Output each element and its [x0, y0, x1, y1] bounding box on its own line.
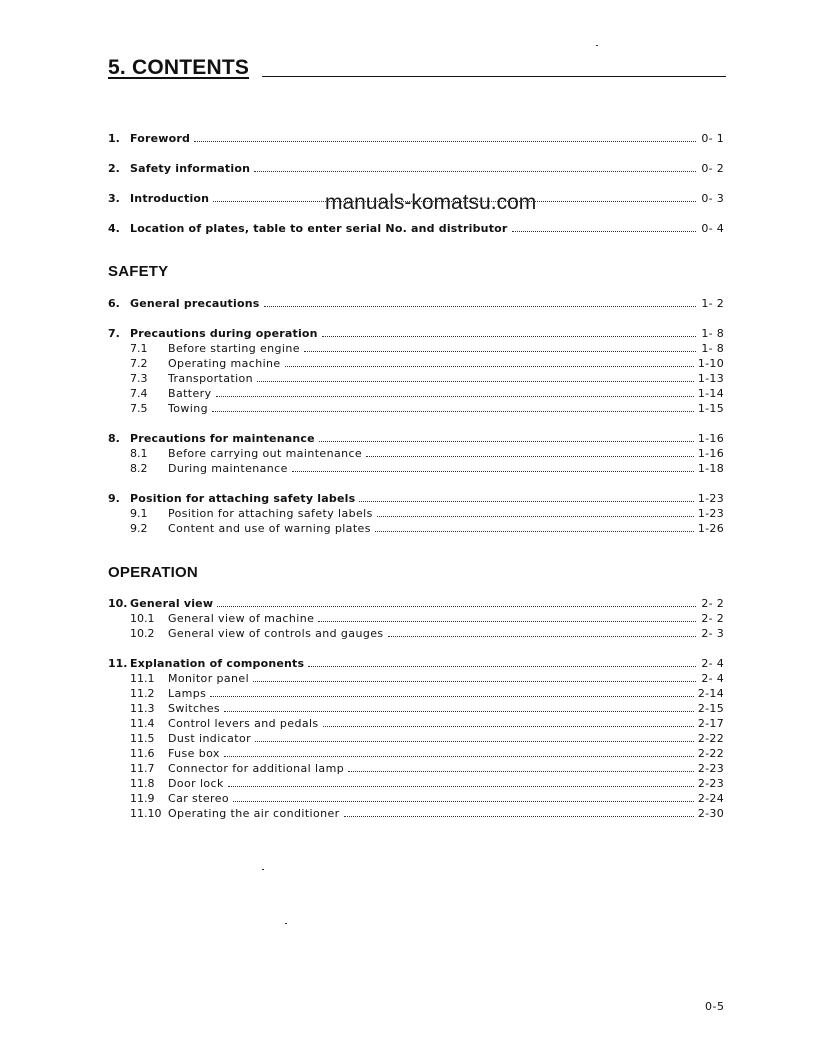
- toc-entry-label: Transportation: [168, 372, 254, 385]
- toc-subentry[interactable]: [108, 356, 724, 371]
- dot-leader: [292, 470, 694, 472]
- toc-subentry[interactable]: [108, 686, 724, 701]
- scan-speck: [262, 869, 264, 870]
- toc-subentry[interactable]: [108, 521, 724, 536]
- dot-leader: [318, 620, 696, 622]
- dot-leader: [322, 335, 696, 337]
- dot-leader: [512, 230, 696, 232]
- toc-entry-page: 1-10: [697, 357, 724, 370]
- toc-entry-number: 11.7: [130, 762, 155, 775]
- toc-entry-page: 1-23: [697, 492, 724, 505]
- dot-leader: [285, 365, 694, 367]
- toc-entry-label: Operating machine: [168, 357, 281, 370]
- toc-entry-page: 2- 3: [701, 627, 724, 640]
- toc-entry-label: Door lock: [168, 777, 224, 790]
- title-rule: [262, 76, 726, 77]
- toc-entry-page: 0- 4: [701, 222, 724, 235]
- dot-leader: [264, 305, 696, 307]
- toc-entry-number: 11.2: [130, 687, 155, 700]
- toc-entry-number: 10.1: [130, 612, 155, 625]
- toc-subentry[interactable]: [108, 671, 724, 686]
- toc-entry-page: 1-16: [697, 432, 724, 445]
- toc-entry-label: General view of controls and gauges: [168, 627, 384, 640]
- toc-entry-label: Control levers and pedals: [168, 717, 319, 730]
- toc-entry-number: 11.6: [130, 747, 155, 760]
- toc-subentry[interactable]: [108, 461, 724, 476]
- toc-entry-number: 4.: [108, 222, 120, 235]
- dot-leader: [233, 800, 694, 802]
- toc-entry-number: 1.: [108, 132, 120, 145]
- toc-entry-number: 7.: [108, 327, 120, 340]
- toc-entry-label: Towing: [168, 402, 208, 415]
- toc-entry-number: 11.5: [130, 732, 155, 745]
- toc-entry-label: Connector for additional lamp: [168, 762, 345, 775]
- watermark: manuals-komatsu.com: [325, 191, 537, 214]
- toc-entry-number: 3.: [108, 192, 120, 205]
- toc-entry-page: 2- 4: [701, 672, 724, 685]
- toc-entry-page: 1-15: [697, 402, 724, 415]
- dot-leader: [323, 725, 694, 727]
- toc-entry-label: Before starting engine: [168, 342, 300, 355]
- toc-entry-label: Location of plates, table to enter serial No. and distributor: [130, 222, 508, 235]
- toc-entry-label: General precautions: [130, 297, 260, 310]
- toc-entry-safety-information[interactable]: [108, 161, 724, 176]
- section-heading-safety: SAFETY: [108, 263, 169, 280]
- toc-subentry[interactable]: [108, 386, 724, 401]
- dot-leader: [257, 380, 694, 382]
- toc-entry-label: Position for attaching safety labels: [130, 492, 356, 505]
- toc-entry-page: 2-17: [697, 717, 724, 730]
- toc-subentry[interactable]: [108, 716, 724, 731]
- toc-entry-number: 10.: [108, 597, 128, 610]
- dot-leader: [359, 500, 694, 502]
- toc-entry-page: 2- 2: [701, 597, 724, 610]
- toc-entry-number: 7.5: [130, 402, 148, 415]
- toc-subentry[interactable]: [108, 791, 724, 806]
- toc-entry-page: 2-24: [697, 792, 724, 805]
- toc-entry-label: Fuse box: [168, 747, 220, 760]
- toc-entry-number: 11.8: [130, 777, 155, 790]
- dot-leader: [388, 635, 697, 637]
- dot-leader: [212, 410, 694, 412]
- toc-subentry[interactable]: [108, 776, 724, 791]
- toc-entry-label: General view: [130, 597, 214, 610]
- toc-entry-page: 2-23: [697, 762, 724, 775]
- toc-entry-page: 2-15: [697, 702, 724, 715]
- page-number: 0-5: [705, 1000, 725, 1013]
- toc-entry-number: 9.: [108, 492, 120, 505]
- toc-entry-explanation-of-components[interactable]: [108, 656, 724, 671]
- toc-entry-page: 1-18: [697, 462, 724, 475]
- scan-speck: [596, 45, 598, 46]
- toc-entry-label: Lamps: [168, 687, 207, 700]
- toc-entry-number: 11.9: [130, 792, 155, 805]
- toc-entry-label: Switches: [168, 702, 221, 715]
- dot-leader: [348, 770, 694, 772]
- toc-entry-label: Battery: [168, 387, 212, 400]
- dot-leader: [308, 665, 696, 667]
- toc-entry-number: 7.1: [130, 342, 148, 355]
- toc-subentry[interactable]: [108, 701, 724, 716]
- toc-subentry[interactable]: [108, 371, 724, 386]
- dot-leader: [210, 695, 694, 697]
- toc-entry-label: Safety information: [130, 162, 251, 175]
- toc-entry-label: During maintenance: [168, 462, 288, 475]
- toc-entry-label: General view of machine: [168, 612, 315, 625]
- toc-entry-number: 7.4: [130, 387, 148, 400]
- page-title: 5. CONTENTS: [108, 56, 250, 79]
- dot-leader: [253, 680, 696, 682]
- toc-entry-label: Foreword: [130, 132, 191, 145]
- toc-entry-number: 10.2: [130, 627, 155, 640]
- toc-entry-label: Car stereo: [168, 792, 230, 805]
- toc-entry-page: 1-14: [697, 387, 724, 400]
- scan-speck: [285, 923, 287, 924]
- toc-subentry[interactable]: [108, 611, 724, 626]
- toc-entry-page: 2-23: [697, 777, 724, 790]
- toc-entry-page: 0- 3: [701, 192, 724, 205]
- dot-leader: [224, 755, 694, 757]
- dot-leader: [254, 170, 696, 172]
- toc-entry-number: 9.1: [130, 507, 148, 520]
- toc-entry-page: 1- 2: [701, 297, 724, 310]
- toc-entry-page: 1- 8: [701, 327, 724, 340]
- dot-leader: [228, 785, 694, 787]
- toc-entry-number: 11.10: [130, 807, 162, 820]
- toc-entry-precautions-for-maintenance[interactable]: [108, 431, 724, 446]
- toc-entry-number: 8.1: [130, 447, 148, 460]
- toc-entry-number: 7.3: [130, 372, 148, 385]
- toc-entry-page: 2- 4: [701, 657, 724, 670]
- section-heading-operation: OPERATION: [108, 564, 198, 581]
- toc-entry-label: Explanation of components: [130, 657, 305, 670]
- toc-subentry[interactable]: [108, 761, 724, 776]
- dot-leader: [216, 395, 694, 397]
- toc-entry-position-for-safety-labels[interactable]: [108, 491, 724, 506]
- toc-entry-page: 2-14: [697, 687, 724, 700]
- toc-entry-label: Content and use of warning plates: [168, 522, 371, 535]
- toc-entry-page: 1-13: [697, 372, 724, 385]
- toc-entry-label: Precautions during operation: [130, 327, 318, 340]
- toc-subentry[interactable]: [108, 746, 724, 761]
- toc-entry-page: 2-30: [697, 807, 724, 820]
- toc-entry-page: 1- 8: [701, 342, 724, 355]
- toc-entry-foreword[interactable]: [108, 131, 724, 146]
- toc-entry-number: 8.2: [130, 462, 148, 475]
- toc-entry-page: 1-16: [697, 447, 724, 460]
- toc-entry-number: 6.: [108, 297, 120, 310]
- toc-entry-page: 2-22: [697, 732, 724, 745]
- toc-entry-label: Monitor panel: [168, 672, 250, 685]
- dot-leader: [255, 740, 694, 742]
- toc-subentry[interactable]: [108, 806, 724, 821]
- dot-leader: [319, 440, 694, 442]
- toc-entry-page: 0- 2: [701, 162, 724, 175]
- dot-leader: [194, 140, 696, 142]
- toc-entry-location-of-plates[interactable]: [108, 221, 724, 236]
- toc-entry-page: 0- 1: [701, 132, 724, 145]
- toc-entry-number: 11.1: [130, 672, 155, 685]
- toc-entry-number: 2.: [108, 162, 120, 175]
- toc-entry-label: Position for attaching safety labels: [168, 507, 373, 520]
- dot-leader: [366, 455, 694, 457]
- toc-entry-page: 2- 2: [701, 612, 724, 625]
- dot-leader: [304, 350, 696, 352]
- toc-entry-label: Precautions for maintenance: [130, 432, 315, 445]
- toc-entry-number: 11.4: [130, 717, 155, 730]
- toc-entry-general-view[interactable]: [108, 596, 724, 611]
- dot-leader: [224, 710, 694, 712]
- toc-entry-page: 2-22: [697, 747, 724, 760]
- toc-entry-label: Before carrying out maintenance: [168, 447, 363, 460]
- toc-subentry[interactable]: [108, 731, 724, 746]
- dot-leader: [375, 530, 694, 532]
- toc-entry-number: 7.2: [130, 357, 148, 370]
- toc-subentry[interactable]: [108, 626, 724, 641]
- toc-entry-number: 9.2: [130, 522, 148, 535]
- toc-subentry[interactable]: [108, 401, 724, 416]
- toc-subentry[interactable]: [108, 506, 724, 521]
- toc-entry-label: Introduction: [130, 192, 210, 205]
- toc-entry-label: Operating the air conditioner: [168, 807, 340, 820]
- toc-entry-page: 1-26: [697, 522, 724, 535]
- toc-subentry[interactable]: [108, 341, 724, 356]
- toc-entry-number: 11.: [108, 657, 128, 670]
- dot-leader: [377, 515, 694, 517]
- toc-entry-label: Dust indicator: [168, 732, 252, 745]
- dot-leader: [344, 815, 694, 817]
- toc-entry-number: 11.3: [130, 702, 155, 715]
- toc-entry-precautions-during-operation[interactable]: [108, 326, 724, 341]
- toc-entry-number: 8.: [108, 432, 120, 445]
- dot-leader: [217, 605, 696, 607]
- toc-subentry[interactable]: [108, 446, 724, 461]
- toc-entry-page: 1-23: [697, 507, 724, 520]
- toc-entry-general-precautions[interactable]: [108, 296, 724, 311]
